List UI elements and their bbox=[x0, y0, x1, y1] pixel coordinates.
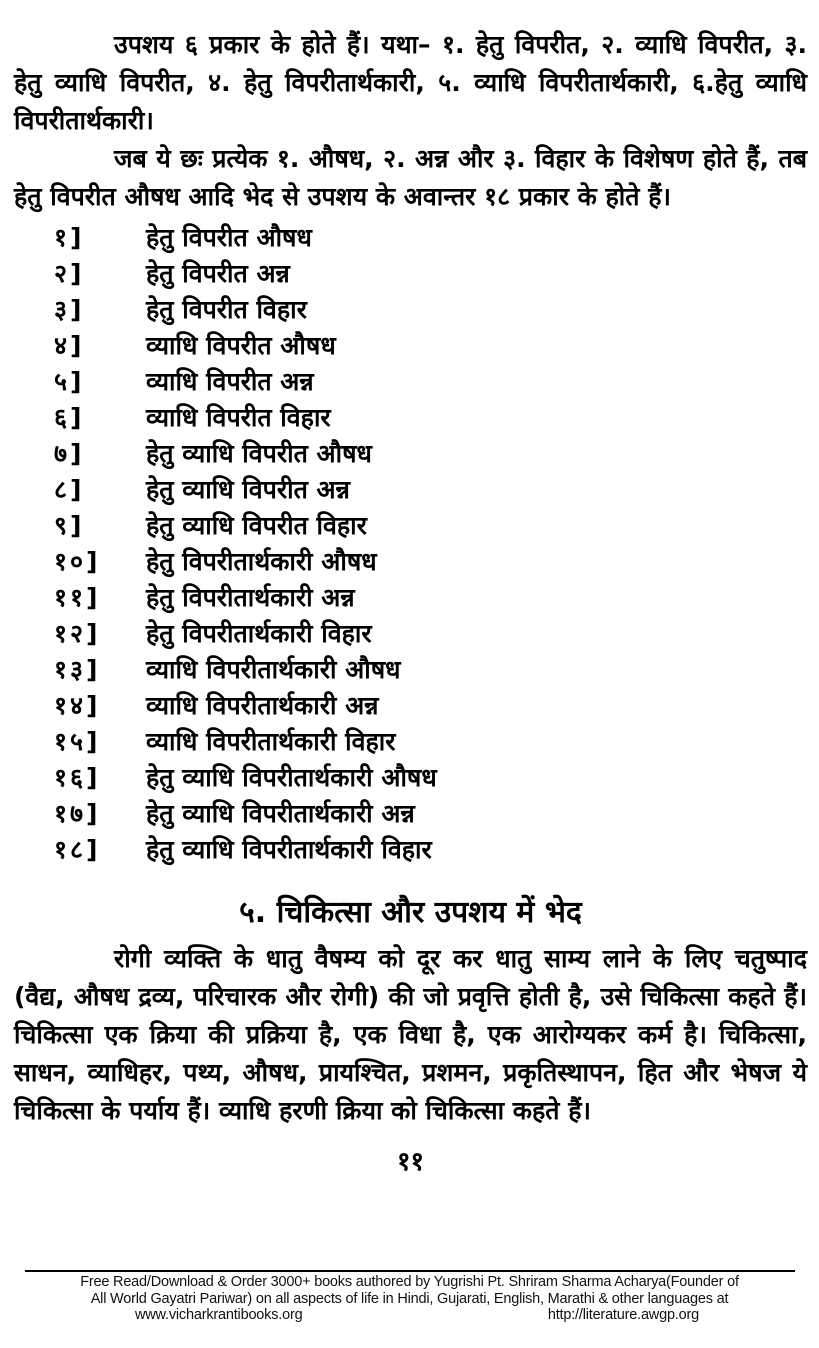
list-item-text: हेतु विपरीत विहार bbox=[146, 295, 307, 324]
list-item-number: ११] bbox=[54, 583, 101, 612]
list-item-number: १०] bbox=[54, 547, 101, 576]
upashaya-list bbox=[14, 220, 807, 868]
list-item-text: हेतु विपरीतार्थकारी विहार bbox=[146, 619, 372, 648]
list-item-number: ६] bbox=[54, 403, 85, 432]
list-item bbox=[54, 616, 807, 652]
list-item bbox=[54, 220, 807, 256]
list-item bbox=[54, 544, 807, 580]
chikitsa-paragraph: रोगी व्यक्ति के धातु वैषम्य को दूर कर धातु साम्य लाने के लिए चतुष्पाद (वैद्य, औषध द्रव्य, परिचारक और रोगी) की जो प्रवृत्ति होती है, उसे चिकित्सा कहते हैं। चिकित्सा एक क्रिया की प्रक्रिया है, एक विधा है, एक आरोग्यकर कर्म है। चिकित्सा, साधन, व्याधिहर, पथ्य, औषध, प्रायश्चित, प्रशमन, प्रकृतिस्थापन, हित और भेषज ये चिकित्सा के पर्याय हैं। व्याधि हरणी क्रिया को चिकित्सा कहते हैं। bbox=[14, 944, 807, 1125]
footer-line-1: Free Read/Download & Order 3000+ books authored by Yugrishi Pt. Shriram Sharma Acharya(Founder of bbox=[80, 1274, 739, 1290]
list-item-number: १५] bbox=[54, 727, 101, 756]
list-item bbox=[54, 796, 807, 832]
list-item bbox=[54, 688, 807, 724]
list-item-number: २] bbox=[54, 259, 85, 288]
footer-line-2: All World Gayatri Pariwar) on all aspects of life in Hindi, Gujarati, English, Marathi & other languages at bbox=[90, 1290, 729, 1307]
list-item-number: ५] bbox=[54, 367, 85, 396]
list-item-number: ८] bbox=[54, 475, 85, 504]
list-item-text: हेतु विपरीत औषध bbox=[146, 223, 312, 252]
list-item-text: हेतु व्याधि विपरीतार्थकारी अन्न bbox=[146, 799, 415, 828]
list-item-text: व्याधि विपरीत विहार bbox=[146, 403, 331, 432]
list-item bbox=[54, 760, 807, 796]
list-item-text: व्याधि विपरीतार्थकारी औषध bbox=[146, 655, 401, 684]
list-item-number: १६] bbox=[54, 763, 101, 792]
list-item bbox=[54, 328, 807, 364]
list-item bbox=[54, 652, 807, 688]
list-item bbox=[54, 400, 807, 436]
list-item bbox=[54, 364, 807, 400]
list-item bbox=[54, 580, 807, 616]
list-item-text: व्याधि विपरीतार्थकारी विहार bbox=[146, 727, 396, 756]
list-item bbox=[54, 472, 807, 508]
list-item-number: ४] bbox=[54, 331, 85, 360]
list-item-text: व्याधि विपरीतार्थकारी अन्न bbox=[146, 691, 379, 720]
section-heading: ५. चिकित्सा और उपशय में भेद bbox=[239, 895, 582, 930]
page-number: ११ bbox=[396, 1147, 425, 1177]
list-item-number: १८] bbox=[54, 835, 101, 864]
list-item-number: ७] bbox=[54, 439, 85, 468]
list-item-number: १२] bbox=[54, 619, 101, 648]
list-item-number: १४] bbox=[54, 691, 101, 720]
list-item-text: व्याधि विपरीत औषध bbox=[146, 331, 336, 360]
footer-url-right: http://literature.awgp.org bbox=[547, 1307, 699, 1323]
list-item-text: व्याधि विपरीत अन्न bbox=[146, 367, 314, 396]
list-item-number: १७] bbox=[54, 799, 101, 828]
intro-paragraph: उपशय ६ प्रकार के होते हैं। यथा– १. हेतु विपरीत, २. व्याधि विपरीत, ३. हेतु व्याधि विपरीत, ४. हेतु विपरीतार्थकारी, ५. व्याधि विपरीतार्थकारी, ६.हेतु व्याधि विपरीतार्थकारी। bbox=[14, 30, 807, 135]
list-item-text: हेतु विपरीत अन्न bbox=[146, 259, 290, 288]
list-item-text: हेतु विपरीतार्थकारी औषध bbox=[146, 547, 377, 576]
list-item-text: हेतु व्याधि विपरीतार्थकारी औषध bbox=[146, 763, 437, 792]
list-item-text: हेतु व्याधि विपरीत अन्न bbox=[146, 475, 350, 504]
list-item-number: १३] bbox=[54, 655, 101, 684]
list-item-number: १] bbox=[54, 223, 85, 252]
list-item-text: हेतु व्याधि विपरीतार्थकारी विहार bbox=[146, 835, 432, 864]
list-item-number: ३] bbox=[54, 295, 85, 324]
list-item-text: हेतु व्याधि विपरीत औषध bbox=[146, 439, 372, 468]
footer-urls bbox=[0, 1307, 819, 1324]
list-item bbox=[54, 508, 807, 544]
list-item-number: ९] bbox=[54, 511, 85, 540]
footer bbox=[0, 1270, 819, 1324]
list-item bbox=[54, 292, 807, 328]
list-item bbox=[54, 256, 807, 292]
list-item-text: हेतु विपरीतार्थकारी अन्न bbox=[146, 583, 355, 612]
list-item bbox=[54, 724, 807, 760]
list-item bbox=[54, 436, 807, 472]
list-item bbox=[54, 832, 807, 868]
subtypes-paragraph: जब ये छः प्रत्येक १. औषध, २. अन्न और ३. विहार के विशेषण होते हैं, तब हेतु विपरीत औषध आदि भेद से उपशय के अवान्तर १८ प्रकार के होते हैं। bbox=[14, 144, 807, 211]
list-item-text: हेतु व्याधि विपरीत विहार bbox=[146, 511, 367, 540]
footer-url-left: www.vicharkrantibooks.org bbox=[135, 1307, 303, 1323]
footer-divider bbox=[25, 1270, 795, 1272]
